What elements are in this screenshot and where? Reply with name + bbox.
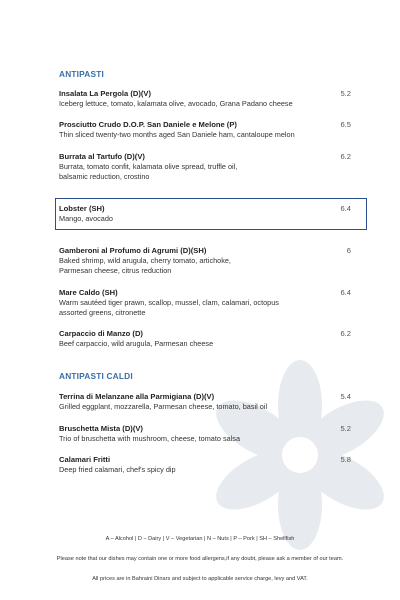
item-name: Mare Caldo (SH) [59, 288, 118, 297]
item-name: Terrina di Melanzane alla Parmigiana (D)(V) [59, 392, 215, 401]
menu-item-bruschetta [59, 424, 359, 444]
item-price: 5.2 [340, 424, 351, 433]
menu-item-calamari [59, 455, 359, 475]
item-name: Prosciutto Crudo D.O.P. San Daniele e Melone (P) [59, 120, 237, 129]
item-description: Grilled eggplant, mozzarella, Parmesan cheese, tomato, basil oil [59, 402, 268, 411]
item-description: Trio of bruschetta with mushroom, cheese, tomato salsa [59, 434, 241, 443]
section-title-antipasti-caldi: ANTIPASTI CALDI [59, 371, 133, 381]
item-name: Lobster (SH) [59, 204, 105, 213]
item-price: 5.2 [340, 89, 351, 98]
item-price: 6.2 [340, 329, 351, 338]
item-price: 5.8 [340, 455, 351, 464]
item-price: 6.4 [340, 204, 351, 213]
item-description: Warm sautéed tiger prawn, scallop, mussel, clam, calamari, octopus [59, 298, 279, 307]
menu-item-lobster [59, 204, 359, 224]
menu-item-terrina [59, 392, 359, 412]
menu-item-mare-caldo [59, 288, 359, 318]
allergen-legend: A – Alcohol | D – Dairy | V – Vegetarian | N – Nuts | P – Pork | SH – Shellfish [105, 536, 295, 542]
item-description: Iceberg lettuce, tomato, kalamata olive, avocado, Grana Padano cheese [59, 99, 293, 108]
item-name: Gamberoni al Profumo di Agrumi (D)(SH) [59, 246, 207, 255]
item-name: Insalata La Pergola (D)(V) [59, 89, 151, 98]
item-description: Deep fried calamari, chef's spicy dip [59, 465, 176, 474]
menu-item-insalata [59, 89, 359, 109]
item-description: Burrata, tomato confit, kalamata olive spread, truffle oil, [59, 162, 238, 171]
price-note: All prices are in Bahraini Dinars and subject to applicable service charge, levy and VAT. [92, 576, 308, 582]
item-name: Burrata al Tartufo (D)(V) [59, 152, 145, 161]
menu-item-burrata [59, 152, 359, 182]
item-price: 5.4 [340, 392, 351, 401]
item-name: Carpaccio di Manzo (D) [59, 329, 143, 338]
item-description: balsamic reduction, crostino [59, 172, 150, 181]
item-description: Thin sliced twenty-two months aged San Daniele ham, cantaloupe melon [59, 130, 295, 139]
menu-item-gamberoni [59, 246, 359, 276]
item-description: Mango, avocado [59, 214, 113, 223]
section-title-antipasti: ANTIPASTI [59, 69, 104, 79]
menu-item-carpaccio [59, 329, 359, 349]
allergen-note: Please note that our dishes may contain one or more food allergens,if any doubt, please ask a member of our team. [56, 556, 344, 562]
menu-item-prosciutto [59, 120, 359, 140]
item-description: Parmesan cheese, citrus reduction [59, 266, 172, 275]
item-price: 6.2 [340, 152, 351, 161]
item-description: assorted greens, citronette [59, 308, 146, 317]
item-description: Beef carpaccio, wild arugula, Parmesan cheese [59, 339, 214, 348]
item-price: 6 [346, 246, 351, 255]
item-name: Bruschetta Mista (D)(V) [59, 424, 143, 433]
item-description: Baked shrimp, wild arugula, cherry tomato, artichoke, [59, 256, 231, 265]
item-price: 6.4 [340, 288, 351, 297]
item-price: 6.5 [340, 120, 351, 129]
item-name: Calamari Fritti [59, 455, 111, 464]
